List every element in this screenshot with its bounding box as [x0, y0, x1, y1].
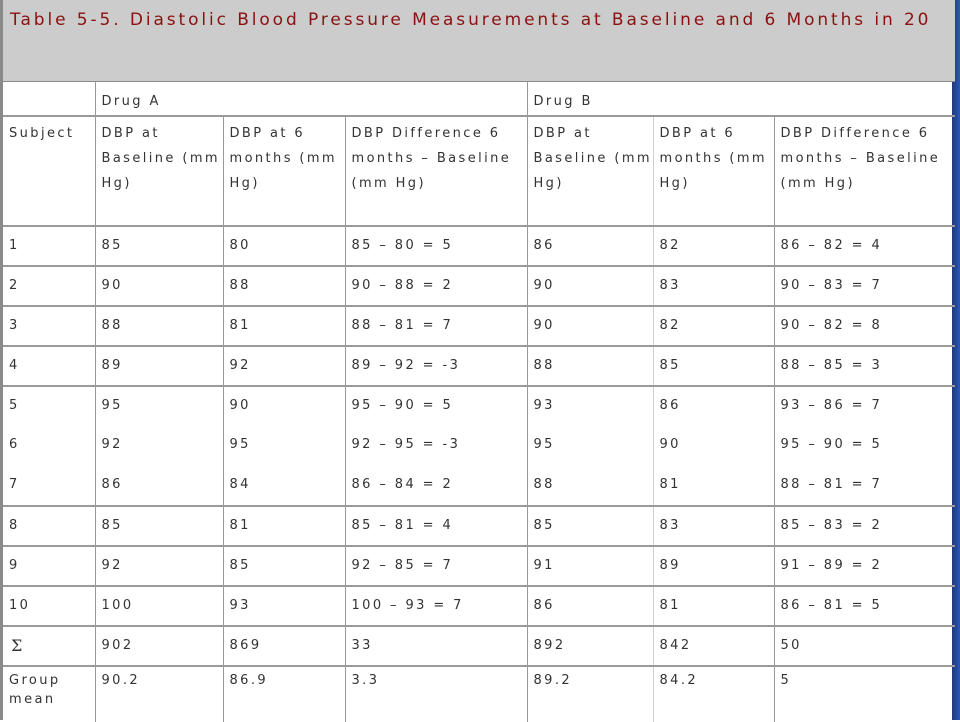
cell-b-baseline: 91 — [527, 546, 653, 586]
cell-b-six-months: 90 — [653, 426, 774, 466]
cell-a-six-months: 85 — [223, 546, 345, 586]
cell-b-six-months: 83 — [653, 506, 774, 546]
cell-subject: 8 — [3, 506, 95, 546]
mean-label: Group mean — [9, 673, 61, 707]
sum-row — [3, 626, 955, 666]
cell-a-six-months: 93 — [223, 586, 345, 626]
cell-b-difference: 88 – 81 = 7 — [774, 466, 955, 506]
cell-a-difference: 92 – 95 = -3 — [345, 426, 527, 466]
cell-b-difference: 90 – 82 = 8 — [774, 306, 955, 346]
cell-subject: 4 — [3, 346, 95, 386]
table-row — [3, 306, 955, 346]
sum-b-baseline: 892 — [527, 626, 653, 666]
cell-a-difference: 89 – 92 = -3 — [345, 346, 527, 386]
cell-b-baseline: 88 — [527, 466, 653, 506]
cell-b-difference: 90 – 83 = 7 — [774, 266, 955, 306]
sum-label — [3, 626, 95, 666]
table-row — [3, 266, 955, 306]
cell-subject: 10 — [3, 586, 95, 626]
cell-a-baseline: 95 — [95, 386, 223, 426]
title-bar — [3, 0, 955, 82]
cell-a-difference: 95 – 90 = 5 — [345, 386, 527, 426]
dbp-table — [3, 82, 955, 722]
cell-b-difference: 86 – 81 = 5 — [774, 586, 955, 626]
header-a-six-months: DBP at 6 months (mm Hg) — [223, 116, 345, 226]
cell-a-difference: 85 – 80 = 5 — [345, 226, 527, 266]
cell-b-six-months: 85 — [653, 346, 774, 386]
cell-b-difference: 86 – 82 = 4 — [774, 226, 955, 266]
cell-b-baseline: 86 — [527, 586, 653, 626]
cell-a-six-months: 90 — [223, 386, 345, 426]
sum-b-difference: 50 — [774, 626, 955, 666]
cell-subject: 2 — [3, 266, 95, 306]
table-row — [3, 226, 955, 266]
cell-b-difference: 85 – 83 = 2 — [774, 506, 955, 546]
cell-a-baseline: 88 — [95, 306, 223, 346]
cell-a-difference: 85 – 81 = 4 — [345, 506, 527, 546]
group-mean-row — [3, 666, 955, 722]
sigma-symbol: Σ — [11, 636, 23, 655]
table-row — [3, 346, 955, 386]
table-row — [3, 426, 955, 466]
header-subject: Subject — [3, 116, 95, 226]
cell-a-difference: 88 – 81 = 7 — [345, 306, 527, 346]
cell-a-difference: 90 – 88 = 2 — [345, 266, 527, 306]
mean-a-difference: 3.3 — [345, 666, 527, 722]
mean-b-six-months: 84.2 — [653, 666, 774, 722]
column-header-row — [3, 116, 955, 226]
header-a-difference: DBP Difference 6 months – Baseline (mm Hg) — [345, 116, 527, 226]
header-b-difference: DBP Difference 6 months – Baseline (mm Hg) — [774, 116, 955, 226]
sum-b-six-months: 842 — [653, 626, 774, 666]
sum-a-difference: 33 — [345, 626, 527, 666]
cell-a-baseline: 86 — [95, 466, 223, 506]
cell-b-baseline: 93 — [527, 386, 653, 426]
mean-b-difference: 5 — [774, 666, 955, 722]
table-row — [3, 506, 955, 546]
cell-b-six-months: 82 — [653, 226, 774, 266]
cell-b-baseline: 85 — [527, 506, 653, 546]
cell-b-baseline: 90 — [527, 266, 653, 306]
cell-a-baseline: 89 — [95, 346, 223, 386]
group-header-row — [3, 82, 955, 116]
cell-b-difference: 88 – 85 = 3 — [774, 346, 955, 386]
header-a-baseline: DBP at Baseline (mm Hg) — [95, 116, 223, 226]
cell-b-baseline: 95 — [527, 426, 653, 466]
mean-b-baseline: 89.2 — [527, 666, 653, 722]
cell-a-baseline: 85 — [95, 226, 223, 266]
group-drug-b: Drug B — [527, 82, 955, 116]
cell-a-six-months: 80 — [223, 226, 345, 266]
table-row — [3, 386, 955, 426]
sum-a-baseline: 902 — [95, 626, 223, 666]
cell-b-baseline: 90 — [527, 306, 653, 346]
cell-b-baseline: 86 — [527, 226, 653, 266]
cell-a-difference: 100 – 93 = 7 — [345, 586, 527, 626]
header-b-baseline: DBP at Baseline (mm Hg) — [527, 116, 653, 226]
cell-subject: 1 — [3, 226, 95, 266]
table-row — [3, 546, 955, 586]
group-header-blank — [3, 82, 95, 116]
cell-a-difference: 86 – 84 = 2 — [345, 466, 527, 506]
cell-b-six-months: 81 — [653, 586, 774, 626]
cell-b-six-months: 82 — [653, 306, 774, 346]
cell-b-difference: 95 – 90 = 5 — [774, 426, 955, 466]
cell-a-six-months: 81 — [223, 506, 345, 546]
cell-b-difference: 91 – 89 = 2 — [774, 546, 955, 586]
cell-a-baseline: 92 — [95, 546, 223, 586]
header-b-six-months: DBP at 6 months (mm Hg) — [653, 116, 774, 226]
cell-a-baseline: 100 — [95, 586, 223, 626]
cell-a-baseline: 90 — [95, 266, 223, 306]
cell-b-six-months: 81 — [653, 466, 774, 506]
table-title: Table 5-5. Diastolic Blood Pressure Measurements at Baseline and 6 Months in 20 — [10, 10, 932, 30]
cell-a-six-months: 81 — [223, 306, 345, 346]
group-drug-a: Drug A — [95, 82, 527, 116]
sum-a-six-months: 869 — [223, 626, 345, 666]
table-row — [3, 466, 955, 506]
cell-b-six-months: 89 — [653, 546, 774, 586]
cell-subject: 9 — [3, 546, 95, 586]
cell-subject: 7 — [3, 466, 95, 506]
cell-subject: 6 — [9, 437, 20, 452]
cell-a-baseline: 92 — [95, 426, 223, 466]
cell-a-six-months: 92 — [223, 346, 345, 386]
table-row — [3, 586, 955, 626]
cell-b-difference: 93 – 86 = 7 — [774, 386, 955, 426]
cell-b-six-months: 83 — [653, 266, 774, 306]
cell-a-six-months: 95 — [223, 426, 345, 466]
cell-subject: 3 — [3, 306, 95, 346]
cell-a-six-months: 88 — [223, 266, 345, 306]
cell-a-six-months: 84 — [223, 466, 345, 506]
mean-a-baseline: 90.2 — [95, 666, 223, 722]
cell-b-baseline: 88 — [527, 346, 653, 386]
mean-a-six-months: 86.9 — [223, 666, 345, 722]
cell-b-six-months: 86 — [653, 386, 774, 426]
cell-subject: 5 — [9, 398, 20, 413]
cell-a-baseline: 85 — [95, 506, 223, 546]
cell-a-difference: 92 – 85 = 7 — [345, 546, 527, 586]
